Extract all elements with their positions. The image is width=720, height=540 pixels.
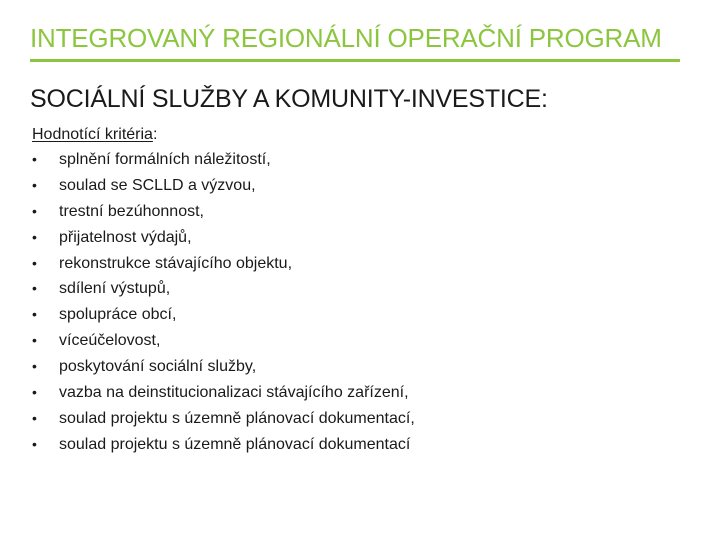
list-item bbox=[32, 380, 672, 406]
bullet-icon: • bbox=[32, 384, 37, 401]
bullet-icon: • bbox=[32, 228, 37, 245]
list-item bbox=[32, 302, 672, 328]
criterion-text: přijatelnost výdajů, bbox=[59, 228, 192, 246]
slide-header bbox=[30, 22, 685, 62]
list-item bbox=[32, 251, 672, 277]
criterion-text: spolupráce obcí, bbox=[59, 306, 177, 324]
program-title: INTEGROVANÝ REGIONÁLNÍ OPERAČNÍ PROGRAM bbox=[30, 23, 662, 53]
list-item bbox=[32, 406, 672, 432]
list-item bbox=[32, 354, 672, 380]
criterion-text: soulad projektu s územně plánovací dokumentací bbox=[59, 435, 411, 453]
list-item bbox=[32, 276, 672, 302]
criterion-text: sdílení výstupů, bbox=[59, 280, 171, 298]
list-item bbox=[32, 199, 672, 225]
bullet-icon: • bbox=[32, 332, 37, 349]
criterion-text: splnění formálních náležitostí, bbox=[59, 151, 271, 168]
criteria-list bbox=[32, 147, 672, 458]
bullet-icon: • bbox=[32, 435, 37, 452]
criteria-heading-label: Hodnotící kritéria bbox=[32, 126, 153, 143]
criteria-heading-colon: : bbox=[152, 126, 158, 143]
bullet-icon: • bbox=[32, 176, 37, 193]
list-item bbox=[32, 328, 672, 354]
list-item bbox=[32, 147, 672, 173]
criterion-text: vazba na deinstitucionalizaci stávajícího zařízení, bbox=[59, 384, 409, 402]
list-item bbox=[32, 432, 672, 458]
bullet-icon: • bbox=[32, 280, 37, 297]
criterion-text: soulad projektu s územně plánovací dokumentací, bbox=[59, 409, 415, 427]
criterion-text: trestní bezúhonnost, bbox=[59, 202, 204, 220]
criterion-text: soulad se SCLLD a výzvou, bbox=[59, 176, 256, 194]
bullet-icon: • bbox=[32, 358, 37, 375]
list-item bbox=[32, 173, 672, 199]
criterion-text: poskytování sociální služby, bbox=[59, 358, 257, 376]
section-title: SOCIÁLNÍ SLUŽBY A KOMUNITY-INVESTICE: bbox=[30, 85, 548, 113]
criterion-text: víceúčelovost, bbox=[59, 332, 161, 350]
criteria-heading bbox=[32, 123, 672, 147]
bullet-icon: • bbox=[32, 306, 37, 323]
header-divider bbox=[30, 59, 680, 62]
bullet-icon: • bbox=[32, 151, 37, 167]
bullet-icon: • bbox=[32, 202, 37, 219]
criterion-text: rekonstrukce stávajícího objektu, bbox=[59, 254, 293, 272]
bullet-icon: • bbox=[32, 409, 37, 426]
bullet-icon: • bbox=[32, 254, 37, 271]
list-item bbox=[32, 225, 672, 251]
criteria-block bbox=[32, 123, 672, 458]
